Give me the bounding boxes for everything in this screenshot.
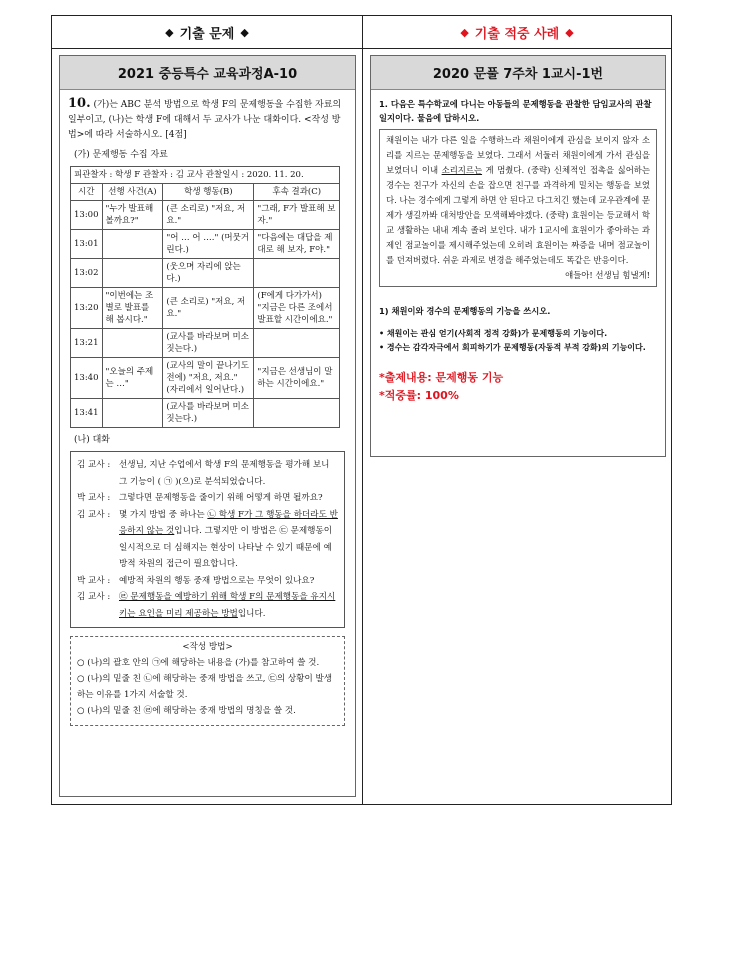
diamond-icon: ◆	[460, 25, 469, 39]
time-cell: 13:41	[71, 399, 103, 428]
diamond-icon: ◆	[565, 25, 574, 39]
question-text	[60, 90, 355, 143]
time-cell: 13:01	[71, 230, 103, 259]
dialog-line	[77, 507, 338, 573]
diamond-icon: ◆	[240, 25, 249, 39]
sub-question: 1) 채원이와 경수의 문제행동의 기능을 쓰시오.	[379, 306, 551, 316]
speaker: 김 교사 :	[77, 592, 111, 602]
speaker: 김 교사 :	[77, 460, 111, 470]
journal-text: 게 멈췄다. (중략) 신체적인 접촉을 싫어하는 경수는 친구가 자신의 손을 잡으면 친구를 과격하게 밀치는 행동을 보였다. 나는 경수에게 그렇게 하면 안 된다고 다그치긴 했는데 교우관계에 문제가 생길까봐 대처방안을 모색해봐야겠다. (중략) 효원이는 등교해서 학교 생활하는 내내 계속 졸려 보인다. 내가 1교시에 효원이가 좋아하는 과제인 점교놀이를 제시해주었는데 오히려 효원이는 짜증을 내며 점교놀이를 던져버렸다. 쉬운 과제로 변경을 해주었는데도 똑같은 반응이다.	[386, 165, 650, 265]
sub-a-label: (가) 문제행동 수집 자료	[74, 150, 168, 160]
answer-item: • 채원이는 관심 얻기(사회적 정적 강화)가 문제행동의 기능이다.	[379, 329, 608, 338]
dialog-text: 그렇다면 문제행동을 줄이기 위해 어떻게 하면 될까요?	[119, 493, 323, 503]
behavior-cell: (교사를 바라보며 미소 짓는다.)	[163, 329, 254, 358]
col-header: 학생 행동(B)	[163, 184, 254, 201]
speaker: 김 교사 :	[77, 509, 111, 520]
consequence-cell	[254, 259, 340, 288]
behavior-cell: (큰 소리로) "저요, 저요."	[163, 288, 254, 329]
time-cell: 13:00	[71, 201, 103, 230]
dialog-box	[70, 451, 345, 628]
table-row	[71, 329, 340, 358]
dialog-line	[77, 573, 338, 590]
comparison-table	[51, 15, 672, 805]
method-item: ○ (나)의 괄호 안의 ㉠에 해당하는 내용을 (가)를 참고하여 쓸 것.	[77, 658, 320, 668]
content-label: *출제내용: 문제행동 기능	[379, 371, 504, 384]
dialog-underline: ㉣ 문제행동을 예방하기 위해 학생 F의 문제행동을 유지시키는 요인을 미리 제공하는 방법	[119, 592, 336, 619]
antecedent-cell	[102, 399, 163, 428]
speaker: 박 교사 :	[77, 575, 111, 586]
col-header: 후속 결과(C)	[254, 184, 340, 201]
dialog-text: 입니다. 그렇지만 이 방법은 ㉢ 문제행동이 일시적으로 더 심해지는 현상이 나타날 수 있기 때문에 예방적 차원의 접근이 필요합니다.	[119, 526, 333, 569]
behavior-cell: (교사를 바라보며 미소 짓는다.)	[163, 399, 254, 428]
question-body: (가)는 ABC 분석 방법으로 학생 F의 문제행동을 수집한 자료의 일부이고, (나)는 학생 F에 대해서 두 교사가 나눈 대화이다. <작성 방법>에 따라 서술하시오. [4점]	[68, 100, 342, 140]
header-exam-question	[52, 16, 362, 49]
dialog-underline: ㉡ 학생 F가 그 행동을 하더라도 반응하지 않는 것	[119, 509, 338, 536]
behavior-cell: (웃으며 자리에 앉는다.)	[163, 259, 254, 288]
antecedent-cell: "누가 발표해 볼까요?"	[102, 201, 163, 230]
method-item: ○ (나)의 밑줄 친 ㉣에 해당하는 중재 방법의 명칭을 쓸 것.	[77, 706, 296, 716]
table-row	[71, 201, 340, 230]
journal-sign: 얘들아! 선생님 힘낼게!	[565, 270, 650, 280]
method-title: <작성 방법>	[182, 642, 233, 652]
consequence-cell: "그래, F가 발표해 보자."	[254, 201, 340, 230]
speaker: 박 교사 :	[77, 493, 111, 503]
behavior-cell: "어 … 어 …." (머뭇거린다.)	[163, 230, 254, 259]
case-title: 2020 문풀 7주차 1교시-1번	[371, 56, 665, 90]
dialog-text: 몇 가지 방법 중 하나는	[119, 509, 208, 520]
table-meta: 피관찰자 : 학생 F 관찰자 : 김 교사 관찰일시 : 2020. 11. 20.	[71, 167, 340, 184]
time-cell: 13:21	[71, 329, 103, 358]
time-cell: 13:02	[71, 259, 103, 288]
journal-underline: 소리지르는	[441, 165, 483, 175]
consequence-cell: "지금은 선생님이 말하는 시간이에요."	[254, 358, 340, 399]
answers	[371, 317, 665, 355]
consequence-cell	[254, 329, 340, 358]
table-row	[71, 399, 340, 428]
answer-item: • 경수는 감각자극에서 회피하기가 문제행동(자동적 부적 강화)의 기능이다.	[379, 343, 646, 352]
consequence-cell: "다음에는 대답을 제대로 해 보자, F야."	[254, 230, 340, 259]
journal-text: 채원이는 내가 다른 일을 수행하느라 채원이에게 관심을 보이지 않자 소리를 지르는 문제행동을 보였다. 그래서 서둘러 채원이에게 가서 관심을 보였더니 이내	[386, 135, 650, 175]
question-number: 10.	[68, 96, 91, 111]
col-header: 선행 사건(A)	[102, 184, 163, 201]
exam-question-panel	[59, 55, 356, 797]
method-item: ○ (나)의 밑줄 친 ㉡에 해당하는 중재 방법을 쓰고, ㉢의 상황이 발생하는 이유를 1가지 서술할 것.	[77, 674, 333, 700]
antecedent-cell	[102, 329, 163, 358]
exam-title: 2021 중등특수 교육과정A-10	[60, 56, 355, 90]
consequence-cell	[254, 399, 340, 428]
table-row	[71, 230, 340, 259]
sub-b-label: (나) 대화	[74, 435, 110, 445]
antecedent-cell: "오늘의 주제는 …"	[102, 358, 163, 399]
antecedent-cell: "이번에는 조별로 발표를 해 봅시다."	[102, 288, 163, 329]
dialog-line	[77, 457, 338, 490]
antecedent-cell	[102, 230, 163, 259]
observation-journal	[379, 129, 657, 287]
header-right-label: 기출 적중 사례	[474, 26, 560, 42]
hit-case-panel	[370, 55, 666, 457]
case-question: 1. 다음은 특수학교에 다니는 아동들의 문제행동을 관찰한 담임교사의 관찰일지이다. 물음에 답하시오.	[379, 99, 652, 123]
dialog-line	[77, 490, 338, 507]
header-left-label: 기출 문제	[179, 26, 235, 42]
col-header: 시간	[71, 184, 103, 201]
hit-rate-label: *적중률: 100%	[379, 389, 459, 402]
diamond-icon: ◆	[165, 25, 174, 39]
dialog-line	[77, 589, 338, 622]
abc-observation-table	[70, 166, 340, 428]
behavior-cell: (큰 소리로) "저요, 저요."	[163, 201, 254, 230]
column-divider	[362, 16, 363, 804]
dialog-text: 예방적 차원의 행동 중재 방법으로는 무엇이 있나요?	[119, 575, 315, 586]
time-cell: 13:20	[71, 288, 103, 329]
header-hit-case	[363, 16, 671, 49]
consequence-cell: (F에게 다가가서) "지금은 다른 조에서 발표할 시간이에요."	[254, 288, 340, 329]
table-row	[71, 288, 340, 329]
table-row	[71, 358, 340, 399]
dialog-text: 선생님, 지난 수업에서 학생 F의 문제행동을 평가해 보니 그 기능이 ( ㉠ )(으)로 분석되었습니다.	[119, 460, 330, 487]
antecedent-cell	[102, 259, 163, 288]
table-row	[71, 259, 340, 288]
behavior-cell: (교사의 말이 끝나기도 전에) "저요, 저요." (자리에서 일어난다.)	[163, 358, 254, 399]
dialog-text: 입니다.	[237, 608, 266, 619]
time-cell: 13:40	[71, 358, 103, 399]
writing-method-box	[70, 636, 345, 726]
